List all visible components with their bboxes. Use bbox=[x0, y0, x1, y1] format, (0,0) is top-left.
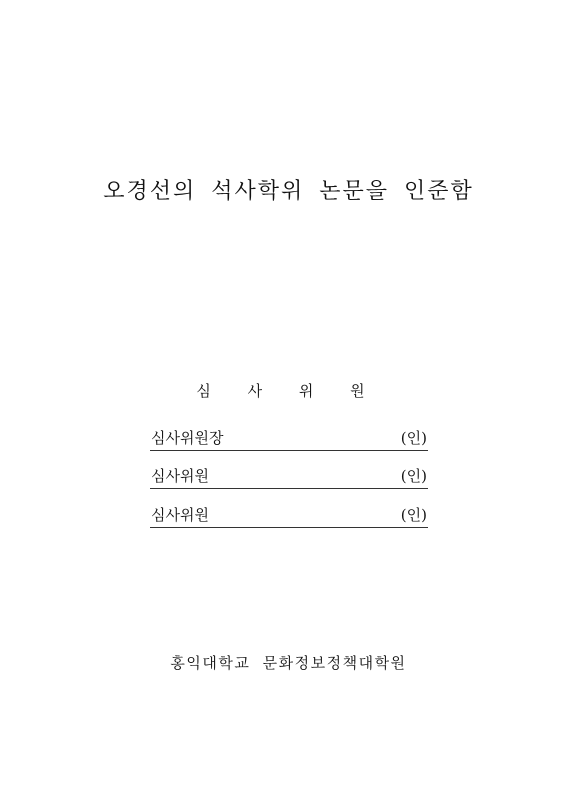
signature-role: 심사위원 bbox=[151, 467, 209, 485]
seal-mark: (인) bbox=[400, 506, 427, 524]
committee-heading: 심 사 위 원 bbox=[196, 382, 381, 400]
signature-role: 심사위원 bbox=[151, 506, 209, 524]
approval-title: 오경선의 석사학위 논문을 인준함 bbox=[103, 179, 474, 204]
signature-line-chair bbox=[150, 430, 428, 451]
signature-line-member-1 bbox=[150, 468, 428, 489]
seal-mark: (인) bbox=[400, 429, 427, 447]
seal-mark: (인) bbox=[400, 467, 427, 485]
institution-name: 홍익대학교 문화정보정책대학원 bbox=[170, 654, 407, 672]
signature-role: 심사위원장 bbox=[151, 429, 224, 447]
signature-line-member-2 bbox=[150, 507, 428, 528]
